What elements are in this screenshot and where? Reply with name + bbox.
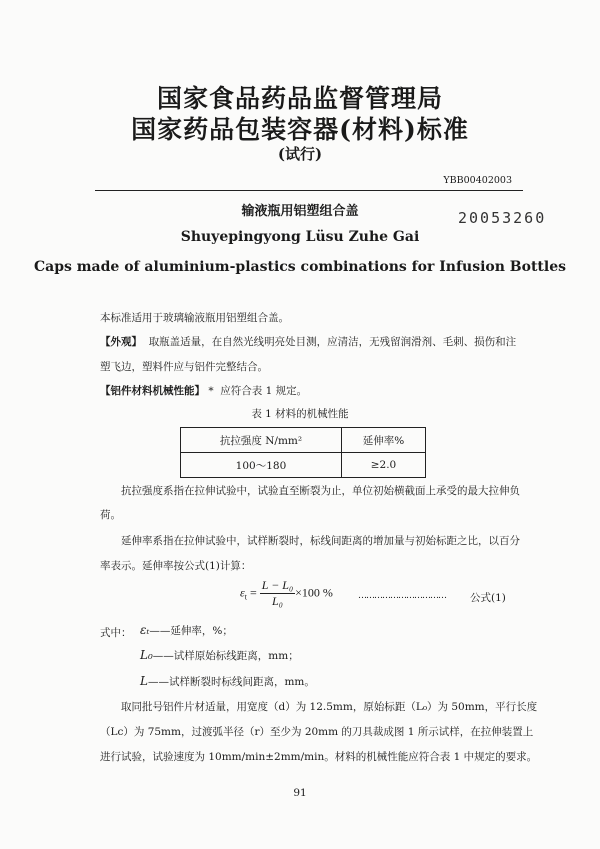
where-label: 式中： [100, 627, 132, 639]
mech-para [100, 383, 307, 398]
formula-lhs: ε [240, 585, 245, 600]
table-cell: 100～180 [181, 453, 342, 478]
procedure-text-cont: （Lc）为 75mm，过渡弧半径（r）至少为 20mm 的刀具裁成图 1 所示试样，在拉伸装置上 [100, 726, 534, 738]
appearance-para [100, 334, 516, 349]
doc-title-pinyin: Shuyepingyong Lüsu Zuhe Gai [180, 229, 420, 245]
table-header-cell: 延伸率% [341, 428, 425, 453]
formula-fraction [260, 578, 295, 609]
elongation-definition-cont: 率表示。延伸率按公式(1)计算： [100, 560, 252, 572]
trial-label: (试行) [277, 145, 323, 163]
table-cell: ≥2.0 [341, 453, 425, 478]
standard-code: YBB00402003 [443, 175, 512, 186]
stamp-number: 20053260 [458, 209, 547, 227]
where-item [140, 623, 233, 638]
procedure-text: 取同批号铝件片材适量，用宽度（d）为 12.5mm，原始标距（L₀）为 50mm，平行长度 [121, 701, 538, 713]
scope-text: 本标准适用于玻璃输液瓶用铝塑组合盖。 [100, 312, 289, 324]
appearance-label: 【外观】 [100, 336, 142, 348]
where-symbol: εₜ [140, 623, 150, 637]
mechanical-properties-table [180, 427, 426, 478]
doc-title-english: Caps made of aluminium-plastics combinations for Infusion Bottles [33, 259, 566, 275]
formula-denominator: L₀ [272, 594, 283, 608]
agency-title: 国家食品药品监督管理局 [156, 84, 443, 113]
doc-title-chinese: 输液瓶用铝塑组合盖 [241, 204, 359, 219]
elongation-definition: 延伸率系指在拉伸试验中，试样断裂时，标线间距离的增加量与初始标距之比，以百分 [121, 535, 520, 547]
mech-text: 应符合表 1 规定。 [220, 385, 308, 397]
where-desc: ——试样断裂时标线间距离，mm。 [147, 676, 315, 688]
formula-numerator: L − L₀ [261, 578, 294, 592]
formula-label: 公式(1) [470, 592, 506, 604]
appearance-text: 取瓶盖适量，在自然光线明亮处目测，应清洁，无残留润滑剂、毛刺、损伤和注 [148, 336, 517, 348]
formula-dots: …………………………… [358, 591, 446, 601]
page-number: 91 [293, 787, 307, 799]
where-desc: ——延伸率，%； [149, 625, 233, 637]
procedure-text-cont: 进行试验，试验速度为 10mm/min±2mm/min。材料的机械性能应符合表 1 中规定的要求。 [100, 751, 538, 763]
formula-factor: ×100 % [295, 585, 333, 600]
formula-1: $\varepsilon_t$ = $\frac{\text{L − L₀}}{\text{L₀}}$ ×100 % [240, 578, 333, 608]
where-symbol: L₀ [140, 648, 153, 662]
mech-mark: * [208, 385, 214, 397]
table-row [181, 453, 426, 478]
table-header-row [181, 428, 426, 453]
where-symbol: L [140, 674, 148, 688]
where-item [140, 648, 299, 663]
tensile-definition: 抗拉强度系指在拉伸试验中，试验直至断裂为止，单位初始横截面上承受的最大拉伸负 [121, 485, 520, 497]
header-rule [95, 190, 523, 191]
where-item [140, 674, 315, 689]
table-caption: 表 1 材料的机械性能 [251, 408, 349, 420]
standard-series-title: 国家药品包装容器(材料)标准 [131, 115, 469, 144]
appearance-text-cont: 塑飞边，塑料件应与铝件完整结合。 [100, 361, 268, 373]
tensile-definition-cont: 荷。 [100, 509, 121, 521]
formula-lhs-sub: t [244, 592, 247, 602]
table-header-cell: 抗拉强度 N/mm² [181, 428, 342, 453]
where-desc: ——试样原始标线距离，mm； [152, 650, 299, 662]
mech-label: 【铝件材料机械性能】 [100, 385, 205, 397]
